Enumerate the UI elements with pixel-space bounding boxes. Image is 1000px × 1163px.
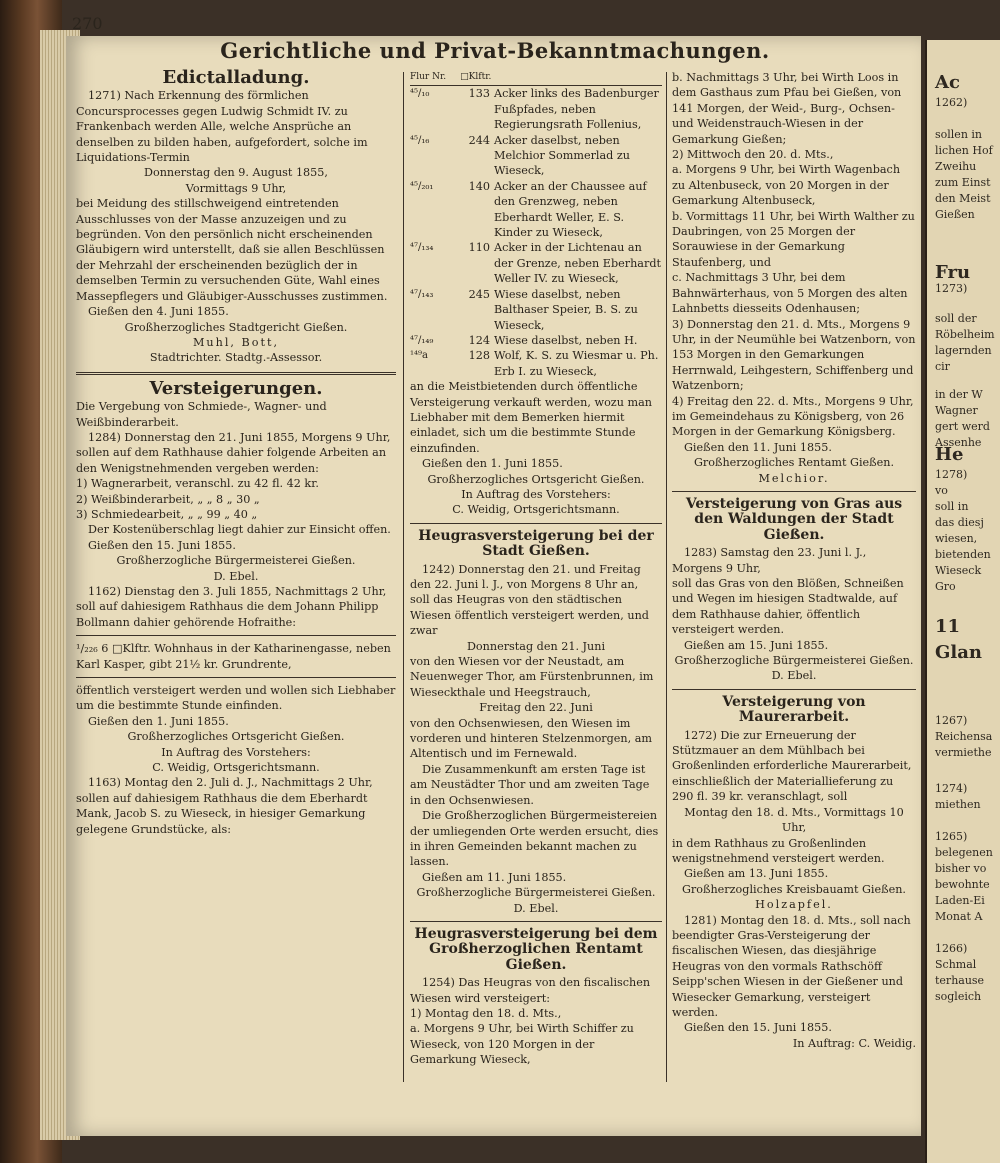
parcel-flur: ⁴⁵/₁₆ [410, 134, 430, 146]
text-line: an die Meistbietenden durch öffentliche Versteigerung verkauft werden, wozu man Liebhaber mit dem Bemerken hiermit einladet, sich um die bestimmte Stunde einzufinden. [410, 380, 652, 455]
text-line: Großherzogliche Bürgermeisterei Gießen. [674, 654, 914, 668]
next-page-fragment: Fru [935, 262, 971, 283]
text-line: sollen auf dem Rathhause dahier folgende Arbeiten an den Wenigstnehmenden vergeben werden: [76, 446, 387, 475]
parcel-table [410, 86, 662, 379]
divider [410, 921, 662, 922]
text-line: Montag den 18. d. Mts., Vormittags 10 Uhr, [684, 805, 904, 835]
next-page-fragment: 1267) [935, 714, 968, 727]
text-line: von den Ochsenwiesen, den Wiesen im vorderen und hinteren Stelzenmorgen, am Altentisch und im Fernewald. [410, 716, 653, 761]
next-page-fragment: den Meist [935, 192, 991, 205]
next-page-fragment: zum Einst [935, 176, 991, 189]
text-line: Gießen den 15. Juni 1855. [88, 538, 236, 552]
text-line: Donnerstag den 9. August 1855, [144, 166, 328, 180]
text-line: 1281) Montag den 18. d. Mts., soll nach beendigter Gras-Versteigerung der fiscalischen Wiesen, das diesjährige Heugras von den vormals Rathschöff Seipp'schen Wiesen in der Gießener und Wiesecker Gemarkung, versteigert werden. [672, 913, 911, 1019]
text-line: Der Kostenüberschlag liegt dahier zur Einsicht offen. [88, 523, 391, 537]
next-page-fragment: Gro [935, 580, 956, 593]
divider [76, 677, 396, 678]
next-page-fragment: lagernden [935, 344, 992, 357]
text-line: 1272) Die zur Erneuerung der Stützmauer an dem Mühlbach bei Großenlinden erforderliche Maurerarbeit, einschließlich der Materiallieferung zu 290 fl. 39 kr. veranschlagt, soll [672, 728, 912, 804]
text-line: 3) Donnerstag den 21. d. Mts., Morgens 9 Uhr, in der Neumühle bei Watzenborn, von 153 Morgen in den Gemarkungen Herrnwald, Leihgestern, Schiffenberg und Watzenborn; [672, 317, 916, 393]
text-line: 2) Weißbinderarbeit, „ „ 8 „ 30 „ [76, 492, 260, 506]
text-line: 1271) Nach Erkennung des förmlichen Concursprocesses gegen Ludwig Schmidt IV. zu Frankenbach werden Alle, welche Ansprüche an denselben zu bilden haben, aufgefordert, solche im Liquidations-Termin [76, 89, 368, 165]
parcel-area: 140 [468, 179, 490, 193]
next-page-fragment: Laden-Ei [935, 894, 985, 907]
text-line: Großherzogliches Stadtgericht Gießen. [124, 320, 348, 334]
section-heading: Versteigerung von Gras aus den Waldungen der Stadt Gießen. [685, 495, 903, 543]
parcel-description: Wiese daselbst, neben H. Wolf, K. S. zu Wiesmar u. Ph. Erb I. zu Wieseck, [494, 333, 659, 378]
next-page-edge [925, 40, 1000, 1163]
column-rule-1 [403, 72, 404, 1082]
parcel-row [410, 240, 662, 286]
divider [76, 372, 396, 375]
text-line: 1254) Das Heugras von den fiscalischen Wiesen wird versteigert: [410, 976, 651, 1005]
next-page-fragment: vo [935, 484, 948, 497]
text-line: Großherzogliches Rentamt Gießen. [693, 456, 895, 470]
parcel-description: Wiese daselbst, neben Balthaser Speier, B. S. zu Wieseck, [494, 287, 638, 332]
next-page-fragment: bietenden [935, 548, 991, 561]
parcel-flur: ⁴⁵/₂₀₁ [410, 180, 434, 192]
next-page-fragment: Wieseck [935, 564, 982, 577]
text-line: 1) Wagnerarbeit, veranschl. zu 42 fl. 42 kr. [76, 477, 319, 491]
parcel-area: 244 [468, 133, 490, 147]
next-page-fragment: Monat A [935, 910, 983, 923]
parcel-row [410, 179, 662, 241]
text-line: Holzapfel. [755, 898, 833, 912]
text-line: 3) Schmiedearbeit, „ „ 99 „ 40 „ [76, 507, 258, 521]
next-page-fragment: gert werd [935, 420, 990, 433]
parcel-row [410, 86, 662, 132]
parcel-row [410, 287, 662, 333]
next-page-fragment: 1266) [935, 942, 968, 955]
klafter-header: □Klftr. [460, 72, 492, 82]
next-page-fragment: soll in [935, 500, 969, 513]
running-head: Gerichtliche und Privat-Bekanntmachungen. [220, 38, 770, 63]
text-line: sollen auf dahiesigem Rathhaus die dem Eberhardt Mank, Jacob S. zu Wieseck, in hiesiger Gemarkung gelegene Grundstücke, als: [76, 791, 368, 836]
text-line: Gießen am 11. Juni 1855. [422, 870, 567, 884]
text-line: bei Meidung des stillschweigend eintretenden Ausschlusses von der Masse anzuzeigen und zu begründen. Von den persönlich nicht erscheinenden Gläubigern wird unterstellt, daß sie allen Beschlüssen der Mehrzahl der erscheinenden bezüglich der in demselben Termin zu versuchenden Güte, Wahl eines Massepflegers und Gläubiger-Ausschusses zustimmen. [76, 197, 388, 303]
parcel-area: 110 [468, 241, 490, 255]
text-line: Gießen den 4. Juni 1855. [88, 305, 229, 319]
column-rule-2 [666, 72, 667, 1082]
text-line: Gießen den 1. Juni 1855. [88, 714, 229, 728]
next-page-fragment: miethen [935, 798, 981, 811]
next-page-fragment: Reichensa [935, 730, 993, 743]
next-page-fragment: Glan [935, 642, 982, 663]
text-line: soll auf dahiesigem Rathhaus die dem Johann Philipp Bollmann dahier gehörende Hofraithe: [76, 600, 379, 629]
divider [672, 689, 916, 690]
text-line: b. Vormittags 11 Uhr, bei Wirth Walther zu Daubringen, von 25 Morgen der Sorauwiese in der Gemarkung Staufenberg, und [672, 209, 915, 269]
divider [410, 523, 662, 524]
text-line: soll das Heugras von den städtischen Wiesen öffentlich versteigert werden, und zwar [410, 593, 649, 638]
text-line: öffentlich versteigert werden und wollen sich Liebhaber um die bestimmte Stunde einfinden. [76, 684, 396, 713]
text-line: 1162) Dienstag den 3. Juli 1855, Nachmittags 2 Uhr, [88, 585, 387, 598]
text-line: Vormittags 9 Uhr, [185, 181, 287, 195]
text-line: Gießen den 1. Juni 1855. [422, 457, 563, 471]
text-line: 1284) Donnerstag den 21. Juni 1855, Morgens 9 Uhr, [88, 430, 391, 444]
next-page-fragment: 11 [935, 616, 961, 637]
text-line: 2) Mittwoch den 20. d. Mts., [672, 148, 834, 162]
next-page-fragment: lichen Hof [935, 144, 993, 157]
page-number: 270 [72, 14, 103, 33]
section-heading: Versteigerung von Maurerarbeit. [722, 693, 866, 726]
next-page-fragment: sollen in [935, 128, 982, 141]
next-page-fragment: 1265) [935, 830, 968, 843]
text-line: a. Morgens 9 Uhr, bei Wirth Schiffer zu Wieseck, von 120 Morgen in der Gemarkung Wieseck, [410, 1022, 634, 1067]
flur-nr-header: Flur Nr. [410, 72, 447, 82]
text-line: Die Zusammenkunft am ersten Tage ist am Neustädter Thor und am zweiten Tage in den Ochsenwiesen. [410, 762, 650, 807]
text-line: C. Weidig, Ortsgerichtsmann. [452, 503, 620, 517]
text-line: In Auftrag: C. Weidig. [792, 1036, 916, 1050]
parcel-area: 245 [468, 287, 490, 301]
text-line: D. Ebel. [513, 901, 559, 915]
next-page-fragment: cir [935, 360, 950, 373]
parcel-flur: ⁴⁷/₁₄₉ ¹⁴⁹a [410, 334, 434, 362]
text-line: Großherzogliche Bürgermeisterei Gießen. [116, 554, 356, 568]
next-page-fragment: sogleich [935, 990, 982, 1003]
divider [76, 635, 396, 636]
text-line: Großherzogliche Bürgermeisterei Gießen. [416, 886, 656, 900]
column-2 [410, 70, 662, 1068]
next-page-fragment: soll der [935, 312, 977, 325]
text-line: von den Wiesen vor der Neustadt, am Neuenweger Thor, am Fürstenbrunnen, im Wieseckthale und Heegstrauch, [410, 655, 654, 699]
parcel-row [410, 333, 662, 379]
next-page-fragment: bewohnte [935, 878, 990, 891]
next-page-fragment: 1274) [935, 782, 968, 795]
text-line: D. Ebel. [771, 669, 817, 683]
text-line: 4) Freitag den 22. d. Mts., Morgens 9 Uhr, im Gemeindehaus zu Königsberg, von 26 Morgen in der Gemarkung Königsberg. [672, 394, 914, 439]
next-page-fragment: Röbelheim [935, 328, 995, 341]
parcel-row [410, 133, 662, 179]
text-line: in dem Rathhaus zu Großenlinden wenigstnehmend versteigert werden. [672, 836, 885, 865]
column-3 [672, 70, 916, 1051]
next-page-fragment: Assenhe [935, 436, 982, 449]
text-line: Die Großherzoglichen Bürgermeistereien der umliegenden Orte werden ersucht, dies in ihren Gemeinden bekannt machen zu lassen. [410, 809, 659, 869]
text-line: b. Nachmittags 3 Uhr, bei Wirth Loos in dem Gasthaus zum Pfau bei Gießen, von 141 Morgen, der Weid-, Burg-, Ochsen- und Weidenstrauch-Wiesen in der Gemarkung Gießen; [672, 71, 902, 146]
next-page-fragment: Ac [935, 72, 960, 93]
next-page-fragment: terhause [935, 974, 985, 987]
parcel-flur: ⁴⁷/₁₄₃ [410, 288, 434, 300]
next-page-fragment: bisher vo [935, 862, 987, 875]
section-heading: Edictalladung. [162, 67, 310, 88]
text-line: soll das Gras von den Blößen, Schneißen und Wegen im hiesigen Stadtwalde, auf dem Rathhause dahier, öffentlich versteigert werden. [672, 577, 904, 637]
parcel-description: Acker daselbst, neben Melchior Sommerlad zu Wieseck, [494, 133, 630, 178]
next-page-fragment: Wagner [935, 404, 978, 417]
text-line: Stadtrichter. Stadtg.-Assessor. [149, 351, 323, 365]
text-line: Melchior. [758, 471, 830, 485]
next-page-fragment: in der W [935, 388, 983, 401]
text-line: 1242) Donnerstag den 21. und Freitag den 22. Juni l. J., von Morgens 8 Uhr an, [410, 562, 641, 591]
text-line: Gießen am 15. Juni 1855. [684, 638, 829, 652]
column-2-body [410, 379, 662, 1067]
text-line: Freitag den 22. Juni [479, 701, 593, 715]
text-line: In Auftrag des Vorstehers: [461, 487, 611, 501]
text-line: C. Weidig, Ortsgerichtsmann. [152, 761, 320, 775]
next-page-fragment: He [935, 444, 964, 465]
next-page-fragment: belegenen [935, 846, 993, 859]
text-line: 1163) Montag den 2. Juli d. J., Nachmittags 2 Uhr, [88, 776, 373, 790]
text-line: Gießen den 11. Juni 1855. [684, 440, 832, 454]
divider [672, 491, 916, 492]
text-line: Gießen den 15. Juni 1855. [684, 1021, 832, 1035]
text-line: Großherzogliches Ortsgericht Gießen. [127, 730, 345, 744]
next-page-fragment: 1273) [935, 282, 968, 295]
section-heading: Versteigerungen. [149, 377, 323, 399]
next-page-fragment: das diesj [935, 516, 984, 529]
parcel-description: Acker links des Badenburger Fußpfades, neben Regierungsrath Follenius, [494, 87, 659, 132]
text-line: 1283) Samstag den 23. Juni l. J., Morgens 9 Uhr, [672, 546, 867, 575]
section-heading: Heugrasversteigerung bei dem Großherzoglichen Rentamt Gießen. [414, 925, 658, 973]
text-line: c. Nachmittags 3 Uhr, bei dem Bahnwärterhaus, von 5 Morgen des alten Lahnbetts diesseits Odenhausen; [672, 271, 908, 316]
next-page-fragment: wiesen, [935, 532, 978, 545]
text-line: Donnerstag den 21. Juni [466, 639, 606, 653]
text-line: D. Ebel. [213, 569, 259, 583]
text-line: a. Morgens 9 Uhr, bei Wirth Wagenbach zu Altenbuseck, von 20 Morgen in der Gemarkung Altenbuseck, [672, 163, 901, 208]
parcel-description: Acker in der Lichtenau an der Grenze, neben Eberhardt Weller IV. zu Wieseck, [494, 241, 661, 286]
text-line: 1) Montag den 18. d. Mts., [410, 1006, 562, 1020]
parcel-flur: ⁴⁷/₁₃₄ [410, 242, 434, 254]
parcel-area: 133 [468, 87, 490, 101]
text-line: Gießen am 13. Juni 1855. [684, 867, 829, 881]
parcel-table-header [410, 70, 662, 86]
next-page-fragment: Schmal [935, 958, 977, 971]
parcel-area: 124 128 [468, 333, 490, 363]
text-line: Muhl, Bott, [192, 335, 280, 349]
next-page-fragment: vermiethe [935, 746, 992, 759]
text-line: Die Vergebung von Schmiede-, Wagner- und Weißbinderarbeit. [76, 400, 327, 429]
column-1 [76, 67, 396, 837]
parcel-description: Acker an der Chaussee auf den Grenzweg, neben Eberhardt Weller, E. S. Kinder zu Wieseck, [494, 179, 647, 240]
text-line: Großherzogliches Ortsgericht Gießen. [427, 472, 645, 486]
text-line: ¹/₂₂₆ 6 □Klftr. Wohnhaus in der Katharinengasse, neben Karl Kasper, gibt 21½ kr. Grundrente, [76, 642, 391, 671]
next-page-fragment: Zweihu [935, 160, 977, 173]
parcel-flur: ⁴⁵/₁₀ [410, 88, 430, 100]
next-page-fragment: Gießen [935, 208, 975, 221]
text-line: Großherzogliches Kreisbauamt Gießen. [681, 882, 906, 896]
section-heading: Heugrasversteigerung bei der Stadt Gießen. [418, 527, 654, 560]
next-page-fragment: 1262) [935, 96, 968, 109]
next-page-fragment: 1278) [935, 468, 968, 481]
text-line: In Auftrag des Vorstehers: [161, 745, 311, 759]
